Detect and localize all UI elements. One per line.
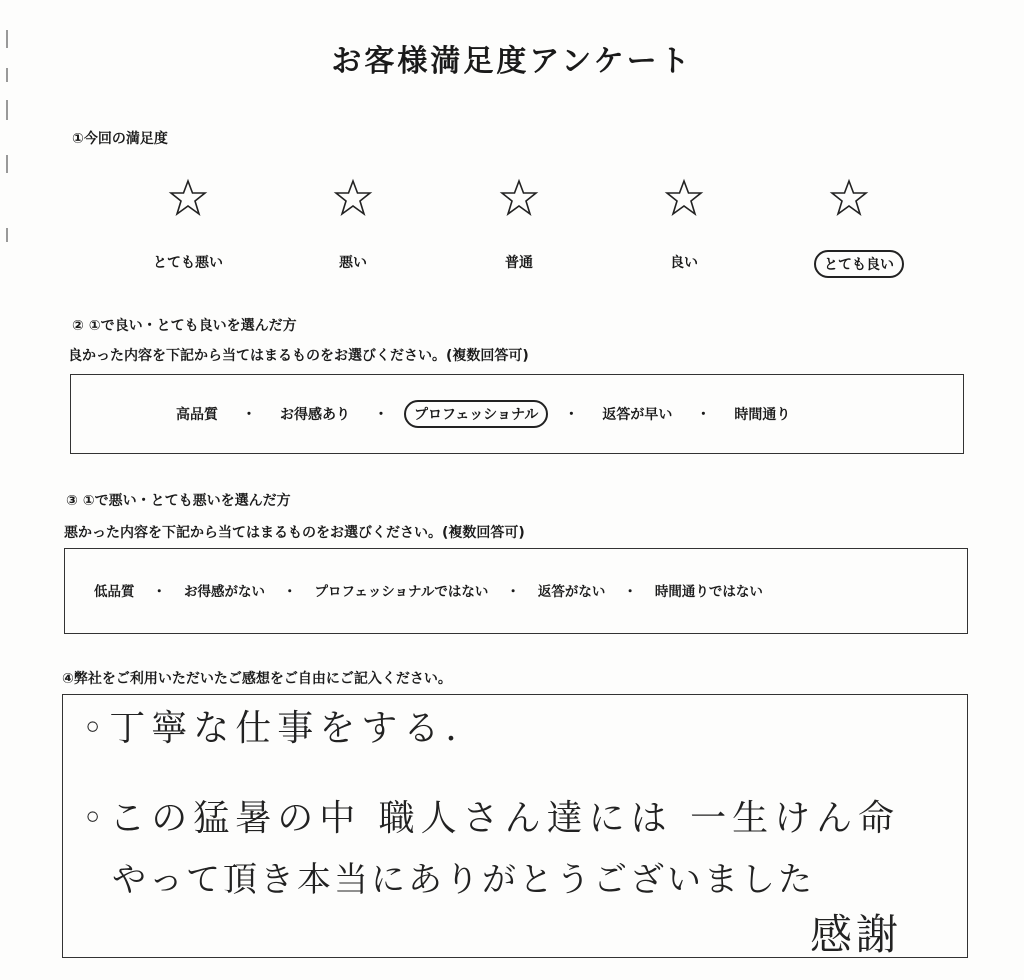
q3-option-no-value[interactable]: お得感がない bbox=[184, 584, 265, 600]
separator-dot: ・ bbox=[152, 584, 166, 600]
q2-label: ② ①で良い・とても良いを選んだ方 bbox=[72, 318, 297, 334]
separator-dot: ・ bbox=[564, 407, 579, 423]
scan-edge-mark bbox=[6, 155, 8, 173]
answer-signature: 感謝 bbox=[810, 910, 903, 959]
q1-label: ①今回の満足度 bbox=[72, 131, 168, 147]
star-outline-icon[interactable] bbox=[499, 178, 539, 218]
scan-edge-mark bbox=[6, 228, 8, 242]
star-outline-icon[interactable] bbox=[333, 178, 373, 218]
q4-label: ④弊社をご利用いただいたご感想をご自由にご記入ください。 bbox=[62, 671, 452, 687]
q3-instruction: 悪かった内容を下記から当てはまるものをお選びください。(複数回答可) bbox=[64, 525, 525, 541]
rating-option-very-bad[interactable]: とても悪い bbox=[153, 255, 223, 271]
q3-option-no-reply[interactable]: 返答がない bbox=[537, 584, 606, 600]
q2-option-high-quality[interactable]: 高品質 bbox=[176, 407, 218, 423]
star-outline-icon[interactable] bbox=[829, 178, 869, 218]
q3-option-not-professional[interactable]: プロフェッショナルではない bbox=[314, 584, 489, 600]
separator-dot: ・ bbox=[696, 407, 711, 423]
scan-edge-mark bbox=[6, 100, 8, 120]
q2-option-on-time[interactable]: 時間通り bbox=[734, 407, 791, 423]
separator-dot: ・ bbox=[374, 407, 388, 423]
survey-title: お客様満足度アンケート bbox=[331, 44, 693, 79]
separator-dot: ・ bbox=[623, 584, 637, 600]
q3-label: ③ ①で悪い・とても悪いを選んだ方 bbox=[66, 493, 291, 509]
q3-option-low-quality[interactable]: 低品質 bbox=[94, 584, 135, 600]
q3-options bbox=[86, 578, 771, 602]
star-outline-icon[interactable] bbox=[664, 178, 704, 218]
answer-line-1: ◦丁寧な仕事をする. bbox=[82, 708, 463, 749]
rating-option-very-good[interactable] bbox=[799, 250, 919, 278]
q3-option-not-on-time[interactable]: 時間通りではない bbox=[654, 584, 763, 600]
separator-dot: ・ bbox=[283, 584, 297, 600]
rating-option-good[interactable]: 良い bbox=[670, 255, 698, 271]
answer-line-2: ◦この猛暑の中 職人さん達には 一生けん命 bbox=[82, 798, 901, 839]
rating-option-normal[interactable]: 普通 bbox=[505, 255, 533, 271]
rating-option-bad[interactable]: 悪い bbox=[339, 255, 367, 271]
q2-option-quick-reply[interactable]: 返答が早い bbox=[602, 407, 673, 423]
separator-dot: ・ bbox=[242, 407, 256, 423]
separator-dot: ・ bbox=[506, 584, 520, 600]
q2-options bbox=[168, 400, 798, 428]
selected-circle-mark: とても良い bbox=[814, 250, 904, 278]
q2-instruction: 良かった内容を下記から当てはまるものをお選びください。(複数回答可) bbox=[68, 348, 529, 364]
q2-option-good-value[interactable]: お得感あり bbox=[280, 407, 350, 423]
answer-line-3: やって頂き本当にありがとうございました bbox=[112, 860, 815, 900]
star-outline-icon[interactable] bbox=[168, 178, 208, 218]
rating-stars bbox=[0, 178, 1024, 228]
q2-option-professional[interactable]: プロフェッショナル bbox=[404, 400, 548, 428]
